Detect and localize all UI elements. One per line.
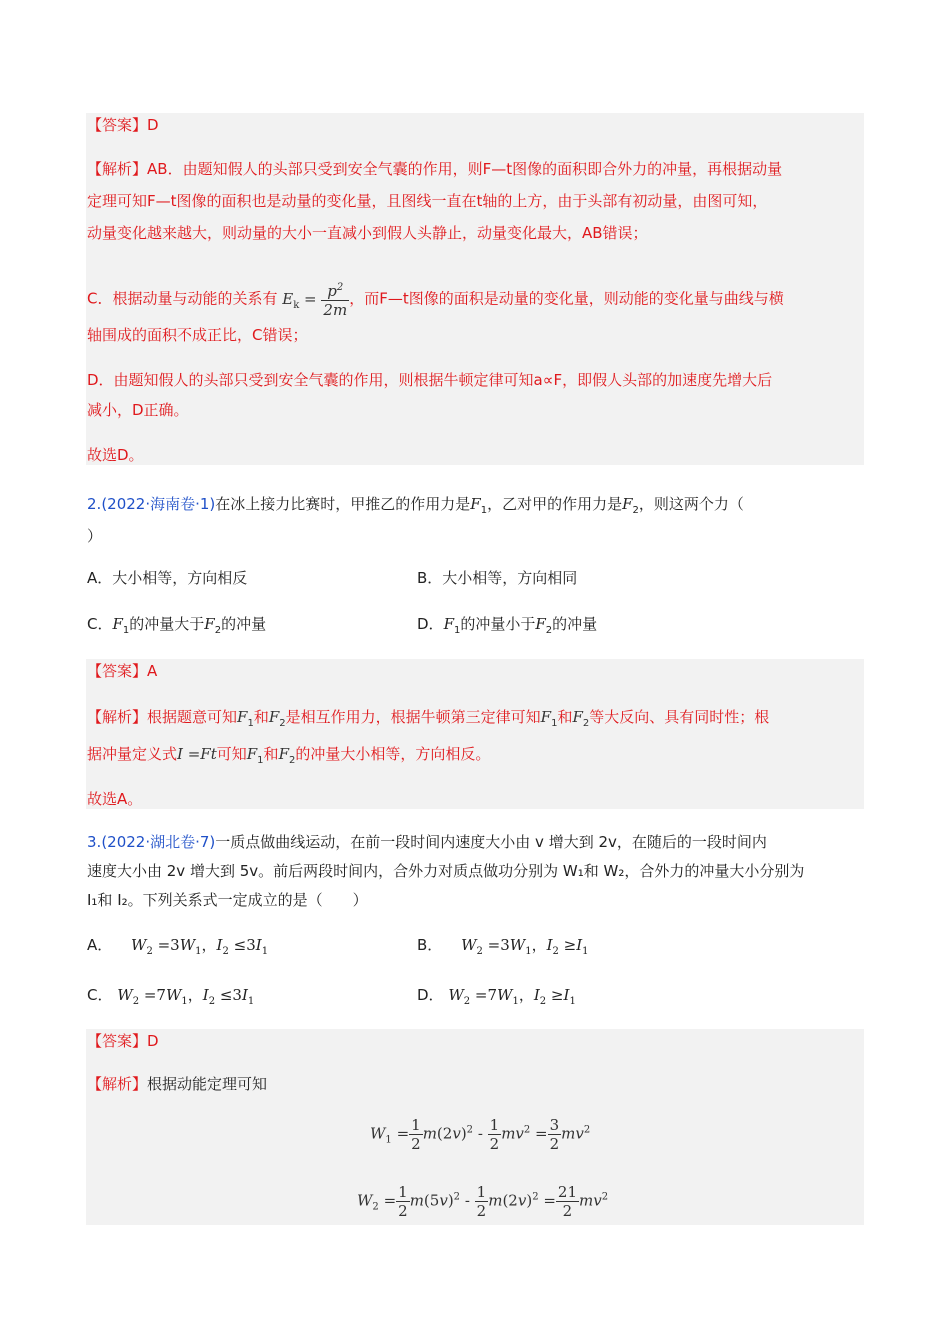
q3-option-a[interactable]: A． $W_2 =3W_1$，$I_2 \le 3I_1$ bbox=[87, 936, 269, 957]
q2-conclusion: 故选A。 bbox=[87, 790, 143, 808]
q1-explanation-line-2: 定理可知F—t图像的面积也是动量的变化量，且图线一直在t轴的上方，由于头部有初动量，由图可知， bbox=[87, 192, 768, 210]
q3-option-d[interactable]: D． $W_2 =7W_1$，$I_2 \ge I_1$ bbox=[417, 986, 576, 1007]
q2-explanation-line-2: 据冲量定义式I =Ft可知$F_1$和$F_2$的冲量大小相等，方向相反。 bbox=[87, 745, 491, 766]
q1-explanation-c: C．根据动量与动能的关系有 $E_k$ = $\frac{p^2}{2m}$ ，而F—t图像的面积是动量的变化量，则动能的变化量与曲线与横 bbox=[87, 279, 784, 319]
q3-equation-w2: $W_2$ = $\frac{1}{2}$ $m(5v)^2$ - $\frac{1}{2}$ $m(2v)^2$ = $\frac{21}{2}$ $mv^2$ bbox=[357, 1183, 609, 1220]
q2-option-c[interactable]: C．$F_1$的冲量大于$F_2$的冲量 bbox=[87, 615, 267, 636]
q2-answer: 【答案】A bbox=[87, 662, 158, 680]
q1-explanation-line-3: 动量变化越来越大，则动量的大小一直减小到假人头静止，动量变化最大，AB错误； bbox=[87, 224, 648, 242]
q1-explanation-d-line-1: D．由题知假人的头部只受到安全气囊的作用，则根据牛顿定律可知a∝F，即假人头部的加速度先增大后 bbox=[87, 371, 773, 389]
q2-option-d[interactable]: D．$F_1$的冲量小于$F_2$的冲量 bbox=[417, 615, 598, 636]
q3-answer: 【答案】D bbox=[87, 1032, 159, 1050]
q3-stem-line-2: 速度大小由 2v 增大到 5v。前后两段时间内，合外力对质点做功分别为 W₁和 W₂，合外力的冲量大小分别为 bbox=[87, 862, 805, 880]
q3-stem-line-1: 3.(2022·湖北卷·7)一质点做曲线运动，在前一段时间内速度大小由 v 增大到 2v，在随后的一段时间内 bbox=[87, 833, 767, 851]
q2-option-a[interactable]: A．大小相等，方向相反 bbox=[87, 569, 248, 587]
q2-option-b[interactable]: B．大小相等，方向相同 bbox=[417, 569, 578, 587]
q1-explanation-line-1: 【解析】AB．由题知假人的头部只受到安全气囊的作用，则F—t图像的面积即合外力的冲量，再根据动量 bbox=[87, 160, 783, 178]
q1-explanation-d-line-2: 减小，D正确。 bbox=[87, 401, 189, 419]
q1-conclusion: 故选D。 bbox=[87, 446, 144, 464]
q3-option-c[interactable]: C． $W_2 =7W_1$，$I_2 \le 3I_1$ bbox=[87, 986, 255, 1007]
q2-stem-line-2: ） bbox=[87, 527, 103, 545]
q3-equation-w1: $W_1$ = $\frac{1}{2}$ $m(2v)^2$ - $\frac{1}{2}$ $mv^2$ = $\frac{3}{2}$ $mv^2$ bbox=[370, 1116, 591, 1153]
q1-answer: 【答案】D bbox=[87, 116, 159, 134]
q2-explanation-line-1: 【解析】根据题意可知$F_1$和$F_2$是相互作用力，根据牛顿第三定律可知$F_1$和$F_2$等大反向、具有同时性；根 bbox=[87, 708, 770, 729]
q3-explanation-line-1: 【解析】根据动能定理可知 bbox=[87, 1075, 268, 1093]
q2-stem-line-1: 2.(2022·海南卷·1)在冰上接力比赛时，甲推乙的作用力是$F_1$，乙对甲的作用力是$F_2$，则这两个力（ bbox=[87, 495, 744, 516]
q3-stem-line-3: I₁和 I₂。下列关系式一定成立的是（ ） bbox=[87, 891, 368, 909]
q1-explanation-c-line-2: 轴围成的面积不成正比，C错误； bbox=[87, 326, 308, 344]
q3-option-b[interactable]: B． $W_2 =3W_1$，$I_2 \ge I_1$ bbox=[417, 936, 589, 957]
